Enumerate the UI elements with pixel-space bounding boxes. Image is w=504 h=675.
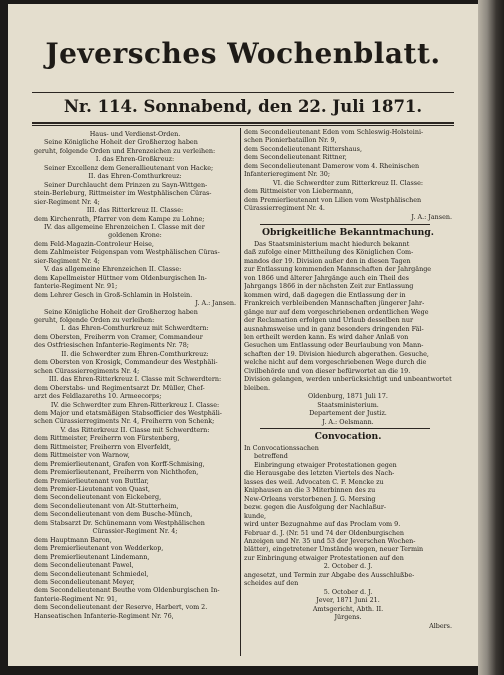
text-line: dem Kapellmeister Hüttner vom Oldenburgischen In- (34, 273, 207, 282)
text-line: wird unter Bezugnahme auf das Proclam vom 9. (244, 520, 401, 529)
text-line: Gesuchen um Entlassung oder Beurlaubung von Mann- (244, 341, 424, 350)
text-line: dem Secondelieutenant von dem Busche-Münch, (34, 510, 193, 519)
text-line: lasses des weil. Advocaten C. F. Mencke zu (244, 477, 384, 486)
text-line: mandos der 19. Division außer den in diesen Tagen (244, 256, 411, 265)
text-line: kunde, (244, 511, 267, 520)
text-line: dem Oberstabs- und Regimentsarzt Dr. Müller, Chef- (34, 383, 205, 392)
text-line: fanterie-Regiment Nr. 91; (34, 282, 118, 291)
text-line: Einbringung etwaiger Protestationen gegen (254, 460, 397, 469)
text-line: dem Kirchenrath, Pfarrer von dem Kampe zu Lohne; (34, 214, 205, 223)
text-line: bezw. gegen die Ausfolgung der Nachlaßur- (244, 503, 387, 512)
left-column (34, 130, 236, 620)
text-line: welche nicht auf dem vorgeschriebenen Wege durch die (244, 358, 427, 367)
text-line: Amtsgericht, Abth. II. (312, 604, 384, 613)
text-line: Das Staatsministerium macht hiedurch bekannt (254, 240, 410, 248)
text-line: dem Rittmeister von Warnow, (34, 451, 130, 460)
text-line: Staatsministerium. (317, 400, 379, 409)
text-line: dem Major und etatsmäßigen Stabsofficier des Westphäli- (34, 408, 222, 417)
text-line: dem Secondelieutenant Meyer, (34, 578, 135, 587)
text-line: dem Premierlieutenant Lindemann, (34, 552, 150, 561)
text-line: stein-Berleburg, Rittmeister im Westphälischen Cüras- (34, 189, 212, 198)
issue-line: Nr. 114. Sonnabend, den 22. Juli 1871. (63, 97, 423, 116)
text-line: Cürassier-Regiment Nr. 4; (92, 527, 178, 536)
text-line: scheides auf den (244, 579, 299, 588)
text-line: dem Secondelieutenant Pawel, (34, 561, 134, 570)
text-line: sier-Regiment Nr. 4; (34, 256, 100, 265)
text-line: geruht, folgende Orden und Ehrenzeichen zu verleihen: (34, 146, 216, 155)
text-line: dem Feld-Magazin-Controleur Heise, (34, 239, 154, 248)
text-line: Seine Königliche Hoheit der Großherzog haben (44, 307, 198, 316)
text-line: dem Secondelieutenant von Alt-Stutterheim, (34, 501, 179, 510)
top-rule (32, 92, 454, 93)
text-line: kommen wird, daß dagegen die Entlassung der in (244, 290, 406, 299)
text-line: J. A.: Oelsmann. (322, 417, 374, 426)
text-line: fanterie-Regiment Nr. 91, (34, 594, 118, 603)
text-line: blätter), eingetretener Umstände wegen, neuer Termin (244, 545, 424, 554)
text-line: V. das Ritterkreuz II. Classe mit Schwerdtern: (60, 425, 210, 434)
text-line: III. das Ehren-Ritterkreuz I. Classe mit Schwerdtern: (48, 375, 222, 384)
text-line: dem Rittmeister, Freiherrn von Fürstenberg, (34, 434, 180, 443)
text-line: Anzeigen und Nr. 35 und 53 der Jeverschen Wochen- (244, 536, 416, 545)
text-line: Cürassierregiment Nr. 4. (244, 204, 325, 213)
text-line: Frankreich verbleibenden Mannschaften jüngerer Jahr- (244, 299, 425, 308)
text-line: dem Premierlieutenant, Freiherrn von Nichthofen, (34, 468, 199, 477)
right-column-top (244, 128, 452, 221)
text-line: dem Hauptmann Baron, (34, 535, 112, 544)
text-line: dem Obersten von Krosigk, Commandeur des Westphäli- (34, 358, 218, 367)
text-line: Oldenburg, 1871 Juli 17. (308, 392, 388, 401)
text-line: dem Secondelieutenant der Reserve, Harbert, vom 2. (34, 603, 208, 612)
text-line: len ertheilt werden kann. Es wird daher Anlaß von (244, 332, 409, 341)
notice-heading: Obrigkeitliche Bekanntmachung. (262, 227, 434, 238)
convocation-body (244, 444, 452, 630)
text-line: Februar d. J. (Nr. 51 und 74 der Oldenburgischen (244, 528, 404, 537)
text-line: dem Premier-Lieutenant von Quast, (34, 485, 151, 494)
text-line: Hanseatischen Infanterie-Regiment Nr. 76, (34, 611, 174, 620)
text-line: dem Premierlieutenant von Lilien vom Westphälischen (244, 195, 422, 204)
text-line: dem Secondelieutenant Rittner, (244, 153, 347, 162)
text-line: dem Secondelieutenant Rittershaus, (244, 144, 362, 153)
text-line: dem Secondelieutenant Eden vom Schleswig-Holsteini- (244, 128, 424, 136)
text-line: dem Obersten, Freiherrn von Cramer, Commandeur (34, 332, 203, 341)
book-spine (478, 0, 504, 675)
text-line: angesetzt, und Termin zur Abgabe des Ausschlußbe- (244, 570, 415, 579)
notice-body (244, 240, 452, 426)
text-line: dem Stabsarzt Dr. Schünemann vom Westphälischen (34, 518, 205, 527)
text-line: Jever, 1871 Juni 21. (316, 596, 380, 605)
text-line: gänge nur auf dem vorgeschriebenen ordentlichen Wege (244, 307, 429, 316)
text-line: bleiben. (244, 383, 270, 392)
text-line: Seiner Excellenz dem Generallieutenant von Hacke; (44, 163, 214, 172)
convocation-heading: Convocation. (314, 431, 382, 442)
text-line: VI. die Schwerdter zum Ritterkreuz II. Classe: (272, 178, 424, 187)
text-line: Haus- und Verdienst-Orden. (89, 130, 181, 138)
text-line: von 1866 und älterer Jahrgänge auch ein Theil des (244, 273, 409, 282)
text-line: Seiner Durchlaucht dem Prinzen zu Sayn-Wittgen- (44, 180, 208, 189)
text-line: betreffend (254, 452, 288, 461)
text-line: IV. die Schwerdter zum Ehren-Ritterkreuz I. Classe: (50, 400, 220, 409)
text-line: dem Secondelieutenant von Eickeberg, (34, 493, 162, 502)
text-line: dem Secondelieutenant Beuthe vom Oldenburgischen In- (34, 586, 220, 595)
text-line: dem Premierlieutenant, Grafen von Korff-Schmising, (34, 459, 205, 468)
newspaper-page (8, 4, 478, 666)
text-line: die Herausgabe des letzten Viertels des Nach- (244, 469, 395, 478)
text-line: dem Secondelieutenant Schmiedel, (34, 569, 149, 578)
masthead: Jeversches Wochenblatt. (45, 37, 441, 70)
text-line: dem Premierlieutenant von Wedderkop, (34, 544, 164, 553)
text-line: dem Secondelieutenant Damerow vom 4. Rheinischen (244, 161, 420, 170)
text-line: Albers. (429, 621, 452, 630)
text-line: dem Zahlmeister Feigenspan vom Westphälischen Cüras- (34, 248, 220, 257)
text-line: dem Premierlieutenant von Buttlar, (34, 476, 149, 485)
issue-rule-thin (32, 125, 454, 126)
text-line: I. das Ehren-Großkreuz: (95, 155, 175, 164)
text-line: dem Rittmeister von Liebermann, (244, 187, 354, 196)
issue-rule (32, 122, 454, 124)
text-line: New-Orleans verstorbenen J. G. Mersing (244, 494, 376, 503)
text-line: Jürgens. (334, 613, 362, 622)
column-divider (240, 128, 241, 656)
text-line: 5. October d. J. (323, 587, 373, 596)
text-line: I. das Ehren-Comthurkreuz mit Schwerdtern: (61, 324, 209, 333)
text-line: 2. October d. J. (323, 562, 373, 571)
text-line: Seine Königliche Hoheit der Großherzog haben (44, 138, 198, 147)
section-rule-1 (260, 224, 430, 225)
text-line: schen Cürassierregiments Nr. 4, Freiherrn von Schenk; (34, 417, 215, 426)
text-line: Infanterieregiment Nr. 30; (244, 170, 330, 179)
text-line: IV. das allgemeine Ehrenzeichen I. Classe mit der (44, 222, 205, 231)
text-line: zur Einbringung etwaiger Protestationen auf den (244, 553, 404, 562)
text-line: J. A.: Jansen. (411, 212, 452, 221)
text-line: dem Lehrer Gesch in Groß-Schlamin in Holstein. (34, 290, 193, 299)
text-line: II. die Schwerdter zum Ehren-Comthurkreuz: (61, 349, 209, 358)
text-line: daß zufolge einer Mittheilung des Königlichen Com- (244, 248, 414, 257)
text-line: Departement der Justiz. (309, 409, 387, 418)
text-line: ausnahmsweise und in ganz besonders dringenden Fäl- (244, 324, 424, 333)
text-line: zur Entlassung kommenden Mannschaften der Jahrgänge (244, 265, 432, 274)
text-line: Jahrgangs 1866 in der nächsten Zeit zur Entlassung (244, 282, 414, 291)
text-line: der Reclamation erfolgen und Urlaub desselben nur (244, 316, 414, 325)
text-line: In Convocationssachen (244, 444, 319, 452)
text-line: Kniphausen an die 3 Miterbinnen des zu (244, 486, 376, 495)
text-line: J. A.: Jansen. (195, 299, 236, 308)
text-line: schen Cürassierregiments Nr. 4; (34, 366, 140, 375)
text-line: dem Rittmeister, Freiherrn von Elverfeldt, (34, 442, 171, 451)
text-line: arzt des Feldlazareths 10. Armeecorps; (34, 392, 162, 401)
text-line: Division gelangen, werden unberücksichtigt und unbeantwortet (244, 375, 452, 384)
text-line: Civilbehörde und von dieser befürwortet an die 19. (244, 366, 411, 375)
text-line: schen Pionierbataillon Nr. 9, (244, 136, 337, 145)
text-line: V. das allgemeine Ehrenzeichen II. Classe: (44, 265, 182, 274)
text-line: III. das Ritterkreuz II. Classe: (86, 206, 184, 215)
text-line: II. das Ehren-Comthurkreuz: (88, 172, 182, 181)
text-line: geruht, folgende Orden zu verleihen: (34, 315, 155, 324)
text-line: schaften der 19. Division hiedurch abgerathen. Gesuche, (244, 349, 429, 358)
text-line: sier-Regiment Nr. 4; (34, 197, 100, 206)
text-line: goldenen Krone: (108, 231, 162, 240)
text-line: des Ostfriesischen Infanterie-Regiments Nr. 78; (34, 341, 189, 350)
section-rule-2 (260, 428, 430, 429)
